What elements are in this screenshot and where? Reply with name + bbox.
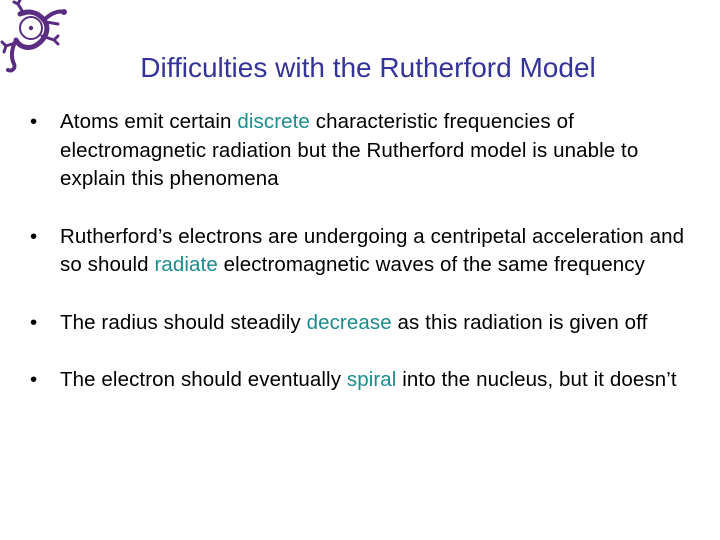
- bullet-dot: •: [30, 310, 38, 334]
- bullet-text: electromagnetic waves of the same frequency: [217, 253, 645, 276]
- bullet-text: Rutherford’s electrons are undergoing a centripetal acceleration and so should: [60, 224, 685, 276]
- bullet-text: into the nucleus, but it doesn’t: [396, 368, 677, 391]
- bullet-text: characteristic frequencies of electromagnetic radiation but the Rutherford model is unable to explain this phenomena: [60, 110, 639, 190]
- bullet-text: as this radiation is given off: [391, 310, 648, 334]
- slide-title: [0, 50, 720, 86]
- bullet-item: [30, 366, 705, 395]
- bullet-item: [30, 223, 705, 280]
- bullet-text: Atoms emit certain: [60, 110, 238, 133]
- highlight-term: decrease: [306, 310, 392, 334]
- highlight-term: spiral: [346, 368, 397, 391]
- bullet-item: [30, 309, 705, 338]
- bullet-list: [30, 108, 705, 395]
- bullet-item: [30, 108, 705, 194]
- slide-title-text: Difficulties with the Rutherford Model: [140, 52, 596, 83]
- bullet-dot: •: [30, 368, 38, 391]
- bullet-text: The electron should eventually: [60, 368, 347, 391]
- bullet-text: The radius should steadily: [60, 310, 307, 334]
- bullet-dot: •: [30, 110, 38, 133]
- bullet-dot: •: [30, 224, 38, 248]
- highlight-term: discrete: [237, 110, 310, 133]
- highlight-term: radiate: [154, 253, 218, 276]
